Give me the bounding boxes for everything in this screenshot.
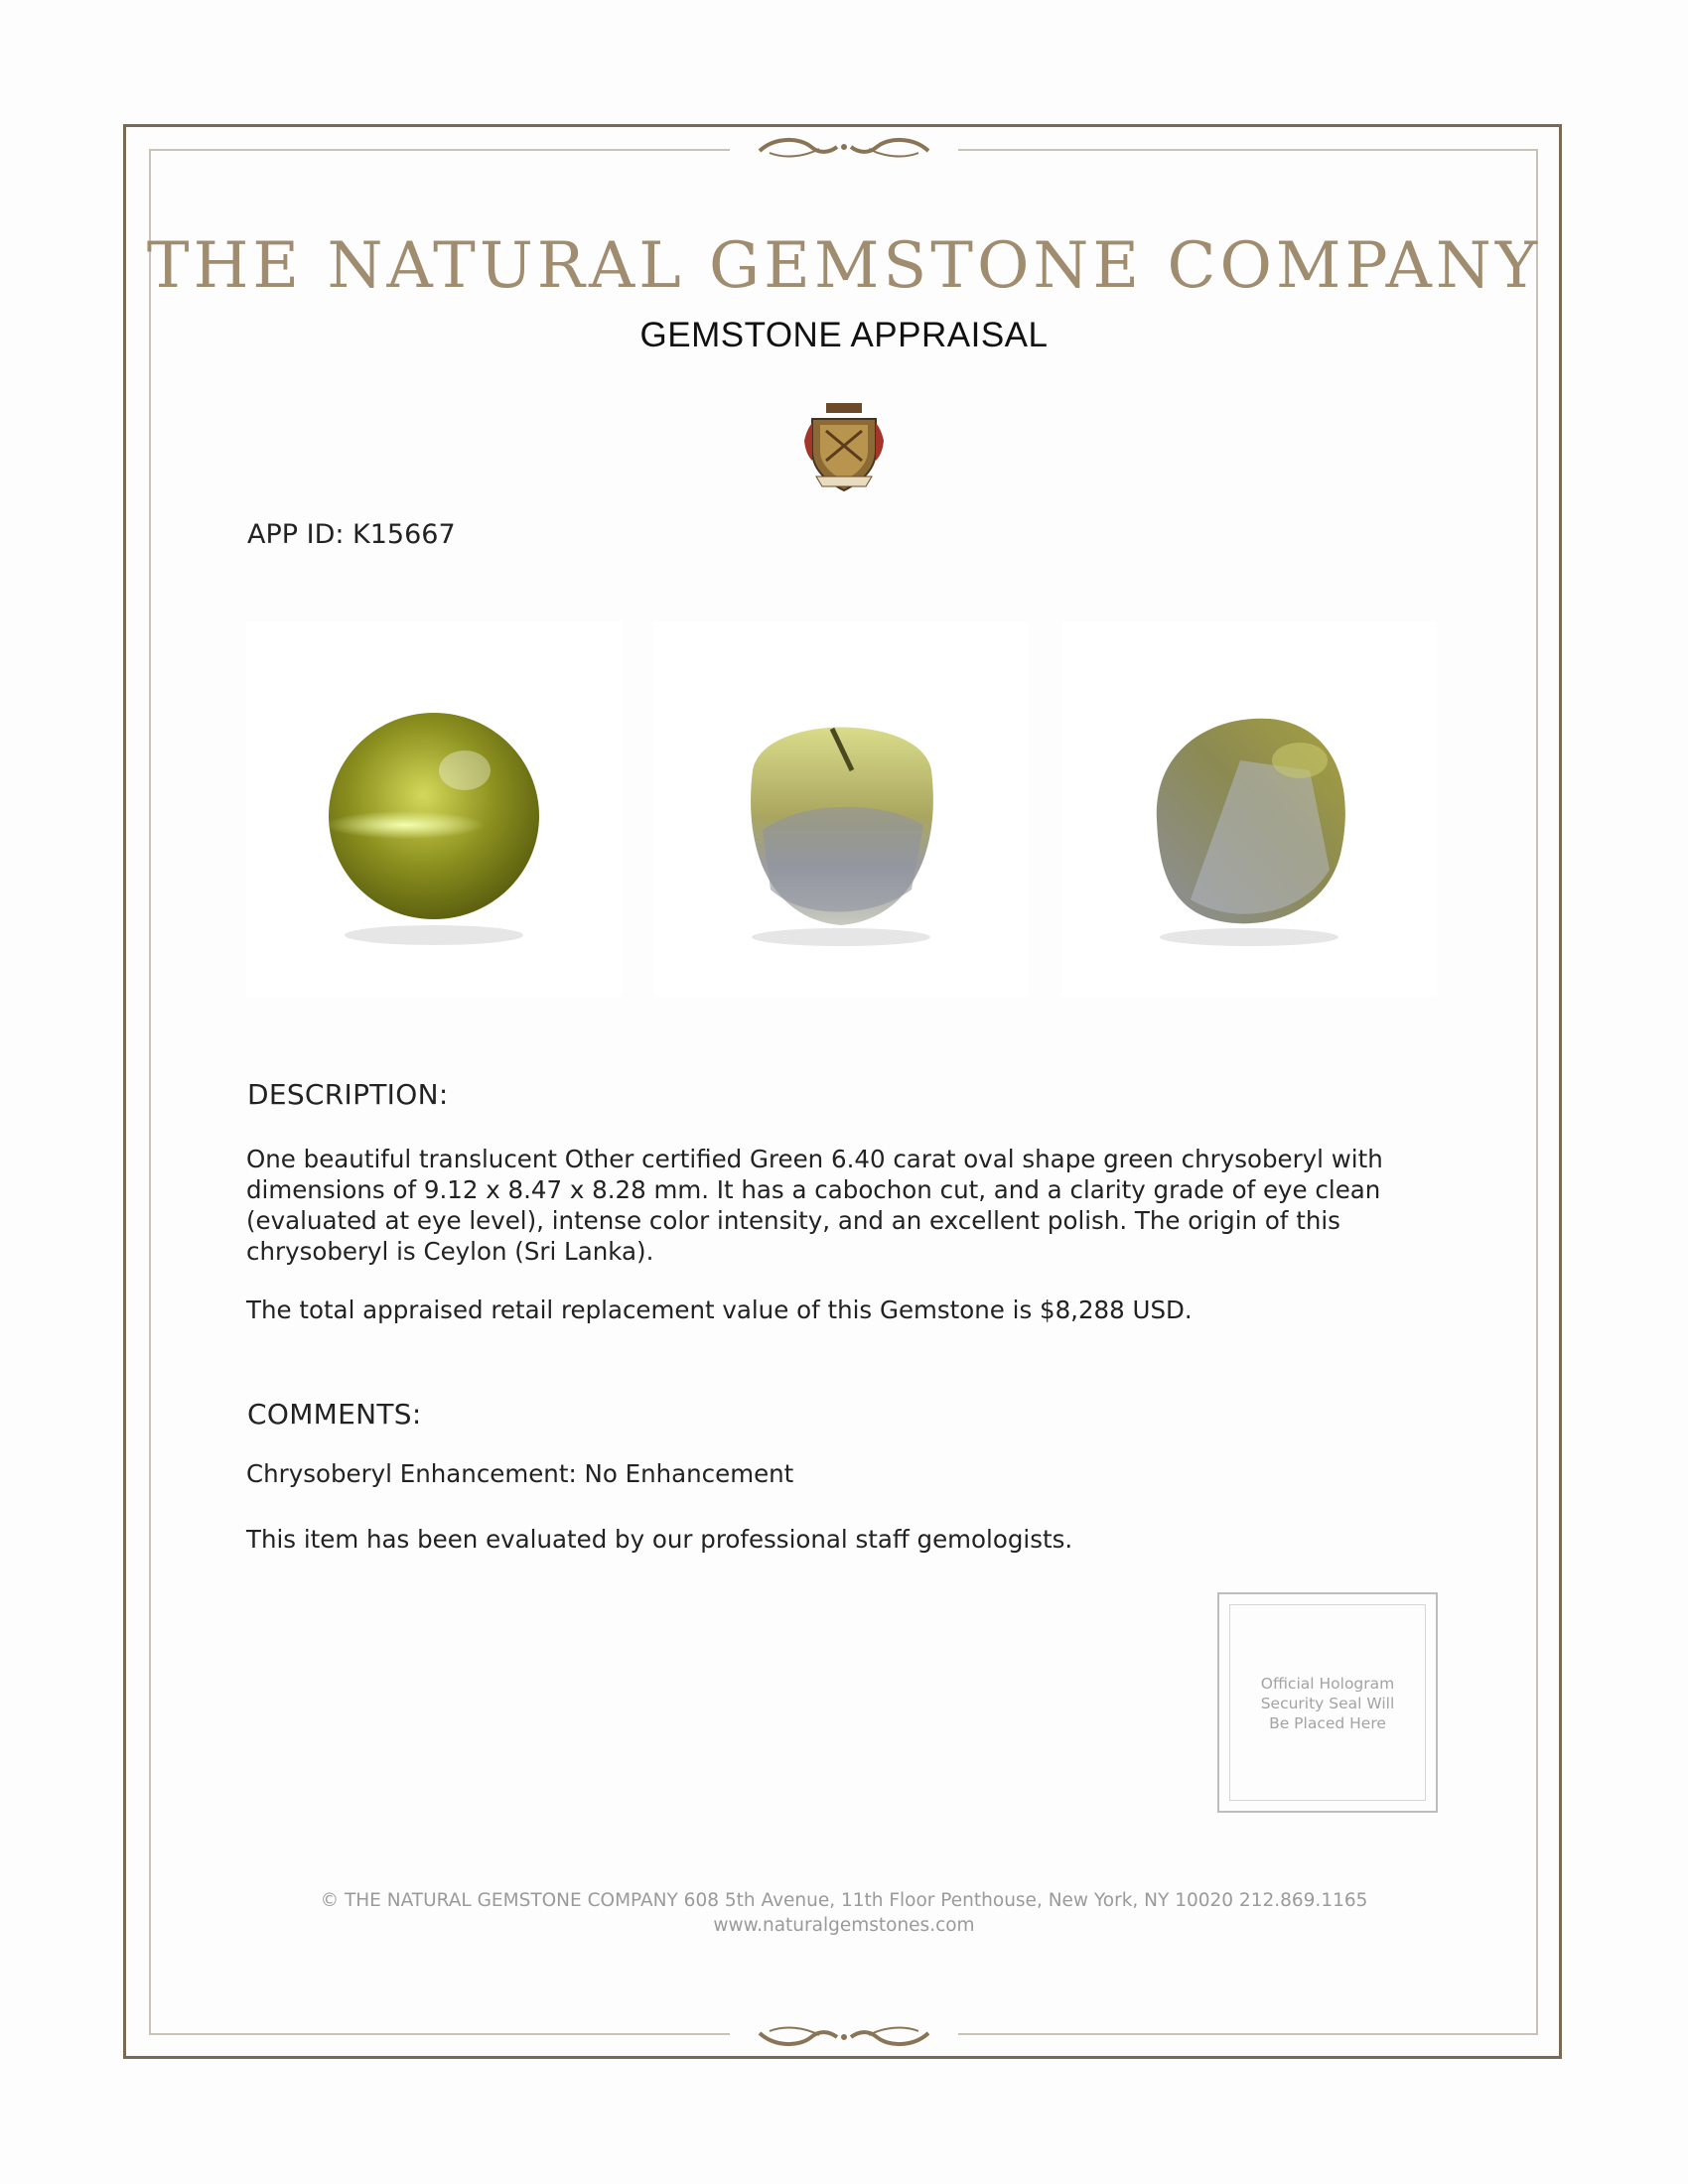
description-text: One beautiful translucent Other certified Green 6.40 carat oval shape green chrysoberyl with dimensions of 9.12 x 8.47 x 8.28 mm. It has a cabochon cut, and a clarity grade of eye clean (evaluated at eye level), intense color intensity, and an excellent polish. The origin of this chrysoberyl is Ceylon (Sri Lanka). bbox=[246, 1145, 1383, 1266]
gemstone-side-view-icon bbox=[653, 621, 1029, 997]
hologram-seal-placeholder bbox=[1217, 1592, 1438, 1813]
gemstone-angle-view-icon bbox=[1061, 621, 1437, 997]
bottom-ornament-icon bbox=[730, 2015, 958, 2055]
evaluation-comment: This item has been evaluated by our professional staff gemologists. bbox=[246, 1525, 1073, 1554]
app-id: APP ID: K15667 bbox=[247, 519, 456, 550]
comments-heading: COMMENTS: bbox=[247, 1398, 422, 1431]
gemstone-top-view-icon bbox=[246, 621, 622, 997]
enhancement-comment: Chrysoberyl Enhancement: No Enhancement bbox=[246, 1459, 794, 1488]
footer-address: © THE NATURAL GEMSTONE COMPANY 608 5th Avenue, 11th Floor Penthouse, New York, NY 10020 212.869.1165 bbox=[320, 1890, 1368, 1911]
gem-photo-top bbox=[246, 621, 622, 997]
document-type: GEMSTONE APPRAISAL bbox=[639, 316, 1049, 354]
seal-text bbox=[1219, 1674, 1436, 1733]
description-heading: DESCRIPTION: bbox=[247, 1078, 449, 1111]
seal-line-3: Be Placed Here bbox=[1269, 1714, 1386, 1732]
seal-line-2: Security Seal Will bbox=[1260, 1695, 1395, 1712]
company-name: THE NATURAL GEMSTONE COMPANY bbox=[146, 229, 1542, 303]
gem-photo-side bbox=[653, 621, 1029, 997]
top-ornament-icon bbox=[730, 129, 958, 169]
gem-photo-angle bbox=[1061, 621, 1437, 997]
seal-line-1: Official Hologram bbox=[1260, 1675, 1395, 1693]
appraised-value: The total appraised retail replacement value of this Gemstone is $8,288 USD. bbox=[246, 1296, 1193, 1324]
footer-website: www.naturalgemstones.com bbox=[713, 1915, 975, 1936]
crest-logo-icon bbox=[802, 401, 886, 492]
